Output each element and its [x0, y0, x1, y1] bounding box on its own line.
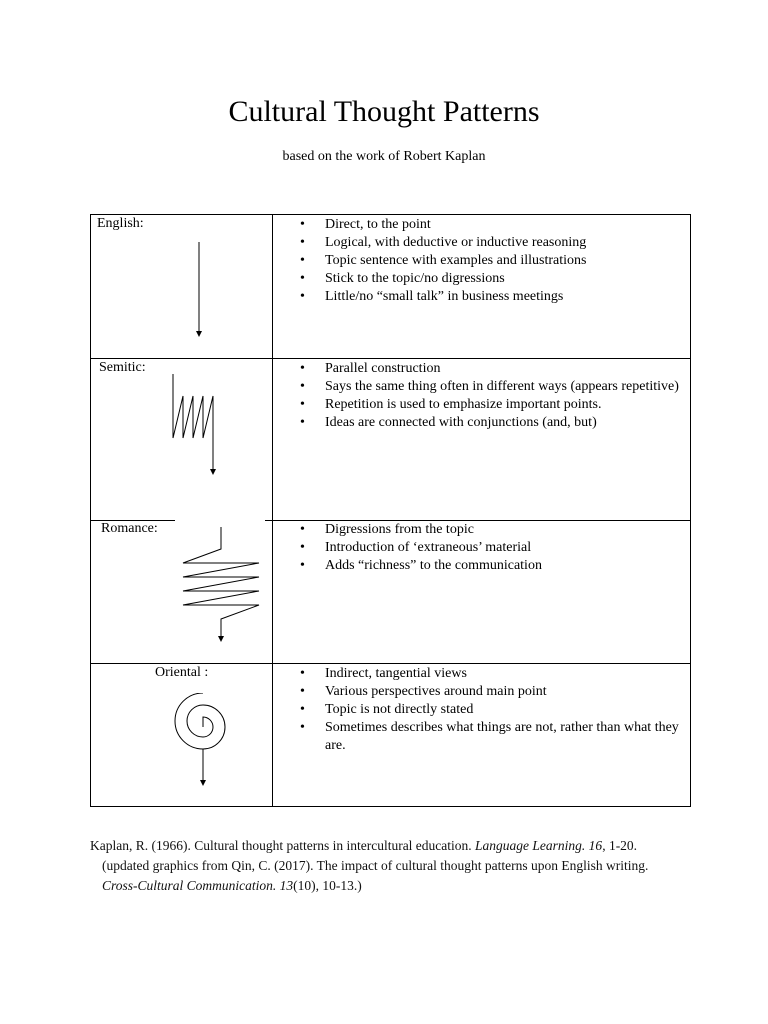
- list-item: • Introduction of ‘extraneous’ material: [300, 539, 686, 557]
- reference-text: Kaplan, R. (1966). Cultural thought patterns in intercultural education.: [90, 838, 476, 853]
- list-item: • Topic sentence with examples and illustrations: [300, 252, 686, 270]
- zigzag-arrow-icon: [169, 372, 229, 478]
- list-item: • Sometimes describes what things are not, rather than what they are.: [300, 719, 686, 755]
- list-item: • Stick to the topic/no digressions: [300, 270, 686, 288]
- journal-title: Language Learning. 16: [475, 838, 603, 853]
- document-subtitle: based on the work of Robert Kaplan: [282, 149, 486, 164]
- list-item: • Indirect, tangential views: [300, 665, 686, 683]
- list-item: • Says the same thing often in different ways (appears repetitive): [300, 378, 686, 396]
- list-item: • Little/no “small talk” in business meetings: [300, 288, 686, 306]
- list-item: • Ideas are connected with conjunctions (and, but): [300, 414, 686, 432]
- list-item: • Adds “richness” to the communication: [300, 557, 686, 575]
- reference-line-2: (updated graphics from Qin, C. (2017). The impact of cultural thought patterns upon English writing.: [102, 858, 649, 873]
- reference-citation: [90, 836, 680, 896]
- list-item: • Repetition is used to emphasize important points.: [300, 396, 686, 414]
- row-divider: [91, 358, 690, 359]
- column-divider: [272, 215, 273, 806]
- list-item: • Direct, to the point: [300, 216, 686, 234]
- reference-line-3: [90, 876, 680, 896]
- journal-title: Cross-Cultural Communication. 13: [102, 878, 294, 893]
- row-label-semitic: Semitic:: [99, 360, 146, 375]
- row-divider: [91, 663, 690, 664]
- list-item: • Parallel construction: [300, 360, 686, 378]
- reference-text: (10), 10-13.): [293, 878, 362, 893]
- spiral-arrow-icon: [169, 693, 235, 793]
- list-item: • Digressions from the topic: [300, 521, 686, 539]
- romance-traits-list: [300, 521, 686, 575]
- row-label-english: English:: [97, 216, 144, 231]
- digression-arrow-icon: [177, 525, 267, 647]
- straight-arrow-icon: [191, 239, 209, 339]
- row-label-oriental: Oriental :: [155, 665, 209, 680]
- semitic-traits-list: [300, 360, 686, 432]
- thought-patterns-table: [90, 214, 691, 807]
- row-label-romance: Romance:: [97, 521, 175, 537]
- list-item: • Various perspectives around main point: [300, 683, 686, 701]
- document-title: Cultural Thought Patterns: [228, 95, 540, 128]
- reference-text: , 1-20.: [602, 838, 638, 853]
- list-item: • Topic is not directly stated: [300, 701, 686, 719]
- reference-line-1: [90, 836, 680, 856]
- list-item: • Logical, with deductive or inductive reasoning: [300, 234, 686, 252]
- english-traits-list: [300, 216, 686, 306]
- oriental-traits-list: [300, 665, 686, 755]
